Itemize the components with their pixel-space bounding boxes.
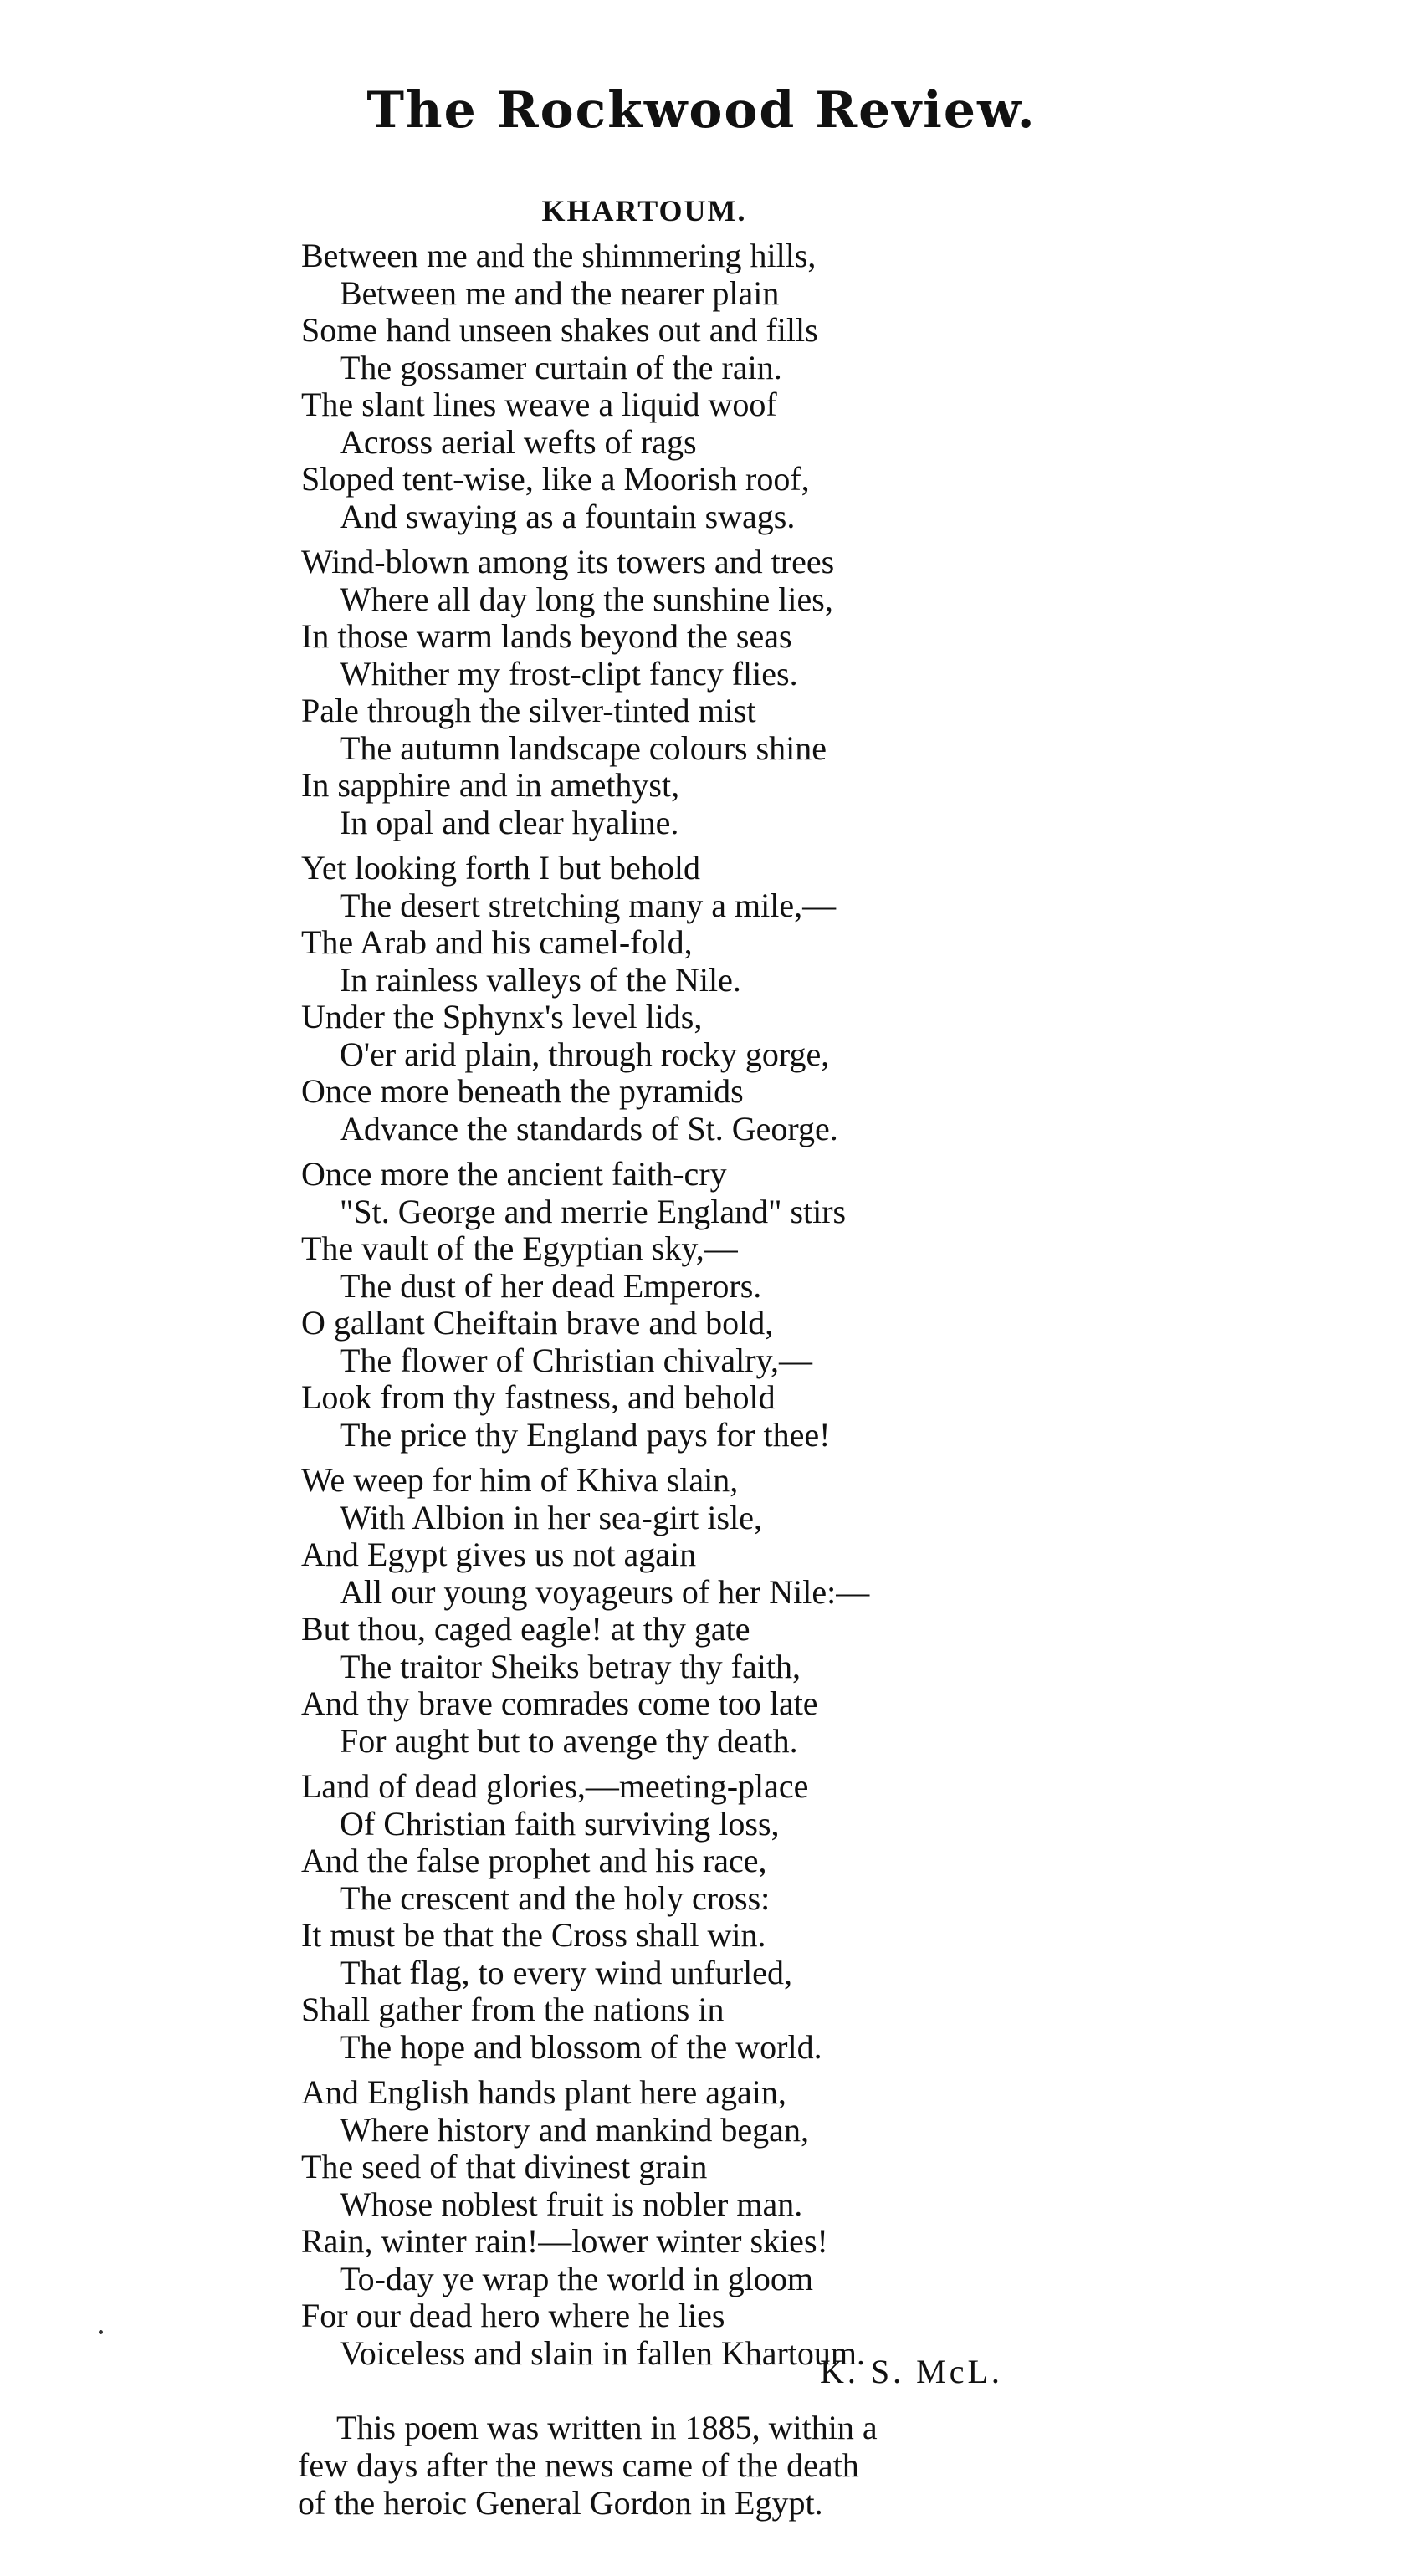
note-line: of the heroic General Gordon in Egypt. bbox=[298, 2484, 823, 2522]
poem-line: Some hand unseen shakes out and fills bbox=[301, 311, 818, 349]
editorial-note bbox=[298, 2409, 1084, 2522]
poem-line: The slant lines weave a liquid woof bbox=[301, 386, 777, 423]
poem-line: The gossamer curtain of the rain. bbox=[340, 348, 782, 386]
poem-line: Whither my frost-clipt fancy flies. bbox=[340, 654, 798, 693]
poem-line: That flag, to every wind unfurled, bbox=[340, 1953, 792, 1991]
poem-line: Land of dead glories,—meeting-place bbox=[301, 1767, 809, 1805]
poem-line: The price thy England pays for thee! bbox=[340, 1415, 831, 1454]
poem-stanza bbox=[301, 1462, 1305, 1760]
poem-line: Where all day long the sunshine lies, bbox=[340, 580, 833, 618]
poem-line: Pale through the silver-tinted mist bbox=[301, 692, 756, 729]
poem-line: In sapphire and in amethyst, bbox=[301, 766, 680, 804]
poem-line: The autumn landscape colours shine bbox=[340, 728, 827, 767]
poem-line: Of Christian faith surviving loss, bbox=[340, 1804, 780, 1843]
poem-line: For our dead hero where he lies bbox=[301, 2297, 725, 2334]
poem-line: In those warm lands beyond the seas bbox=[301, 617, 792, 655]
poem-line: Wind-blown among its towers and trees bbox=[301, 543, 835, 580]
poem-line: We weep for him of Khiva slain, bbox=[301, 1461, 739, 1499]
poem-line: And swaying as a fountain swags. bbox=[340, 497, 796, 535]
poem-line: In opal and clear hyaline. bbox=[340, 803, 679, 841]
poem-line: Rain, winter rain!—lower winter skies! bbox=[301, 2222, 828, 2260]
note-line: few days after the news came of the death bbox=[298, 2446, 859, 2484]
poem-line: Voiceless and slain in fallen Khartoum. bbox=[340, 2333, 866, 2372]
poem-stanza bbox=[301, 238, 1305, 535]
poem-line: Shall gather from the nations in bbox=[301, 1991, 725, 2028]
poem-line: All our young voyageurs of her Nile:— bbox=[340, 1572, 870, 1611]
poem-line: "St. George and merrie England" stirs bbox=[340, 1192, 847, 1230]
poem-stanza bbox=[301, 850, 1305, 1147]
poem-line: Yet looking forth I but behold bbox=[301, 849, 701, 887]
poem-line: The dust of her dead Emperors. bbox=[340, 1266, 762, 1305]
poem-line: O gallant Cheiftain brave and bold, bbox=[301, 1304, 774, 1342]
poem-line: Where history and mankind began, bbox=[340, 2110, 809, 2149]
poem-line: Across aerial wefts of rags bbox=[340, 422, 697, 461]
masthead-title: The Rockwood Review. bbox=[366, 81, 1037, 140]
poem-line: But thou, caged eagle! at thy gate bbox=[301, 1610, 750, 1648]
poem-line: Once more beneath the pyramids bbox=[301, 1072, 744, 1110]
poem-line: The seed of that divinest grain bbox=[301, 2148, 708, 2185]
poem-line: The flower of Christian chivalry,— bbox=[340, 1341, 813, 1379]
note-line: This poem was written in 1885, within a bbox=[336, 2409, 878, 2446]
poem-line: And English hands plant here again, bbox=[301, 2073, 786, 2111]
poem-line: The hope and blossom of the world. bbox=[340, 2027, 822, 2066]
poem-line: And the false prophet and his race, bbox=[301, 1842, 767, 1879]
poem-line: Once more the ancient faith-cry bbox=[301, 1155, 727, 1193]
poem-line: Between me and the nearer plain bbox=[340, 273, 780, 312]
poem-line: The crescent and the holy cross: bbox=[340, 1878, 771, 1917]
poem-line: It must be that the Cross shall win. bbox=[301, 1916, 766, 1954]
poem-line: In rainless valleys of the Nile. bbox=[340, 960, 741, 999]
poem-line: Advance the standards of St. George. bbox=[340, 1109, 838, 1147]
poem-line: The traitor Sheiks betray thy faith, bbox=[340, 1647, 801, 1685]
poem-line: Between me and the shimmering hills, bbox=[301, 237, 817, 274]
ink-speck bbox=[99, 2330, 103, 2334]
poem-body bbox=[301, 238, 1305, 2380]
poem-line: Look from thy fastness, and behold bbox=[301, 1378, 776, 1416]
poem-line: Whose noblest fruit is nobler man. bbox=[340, 2185, 803, 2223]
poem-line: And Egypt gives us not again bbox=[301, 1536, 697, 1573]
poem-signature: K. S. McL. bbox=[820, 2353, 1003, 2390]
poem-line: O'er arid plain, through rocky gorge, bbox=[340, 1035, 830, 1073]
poem-line: The vault of the Egyptian sky,— bbox=[301, 1229, 738, 1267]
poem-line: With Albion in her sea-girt isle, bbox=[340, 1498, 762, 1536]
poem-stanza bbox=[301, 2074, 1305, 2372]
poem-line: Sloped tent-wise, like a Moorish roof, bbox=[301, 460, 810, 498]
poem-stanza bbox=[301, 1768, 1305, 2066]
poem-line: The Arab and his camel-fold, bbox=[301, 923, 693, 961]
poem-stanza bbox=[301, 1156, 1305, 1454]
poem-stanza bbox=[301, 544, 1305, 841]
poem-line: The desert stretching many a mile,— bbox=[340, 886, 837, 924]
poem-title: KHARTOUM. bbox=[541, 194, 747, 227]
poem-line: For aught but to avenge thy death. bbox=[340, 1721, 798, 1760]
poem-line: Under the Sphynx's level lids, bbox=[301, 998, 703, 1035]
poem-line: To-day ye wrap the world in gloom bbox=[340, 2259, 813, 2297]
poem-line: And thy brave comrades come too late bbox=[301, 1684, 818, 1722]
